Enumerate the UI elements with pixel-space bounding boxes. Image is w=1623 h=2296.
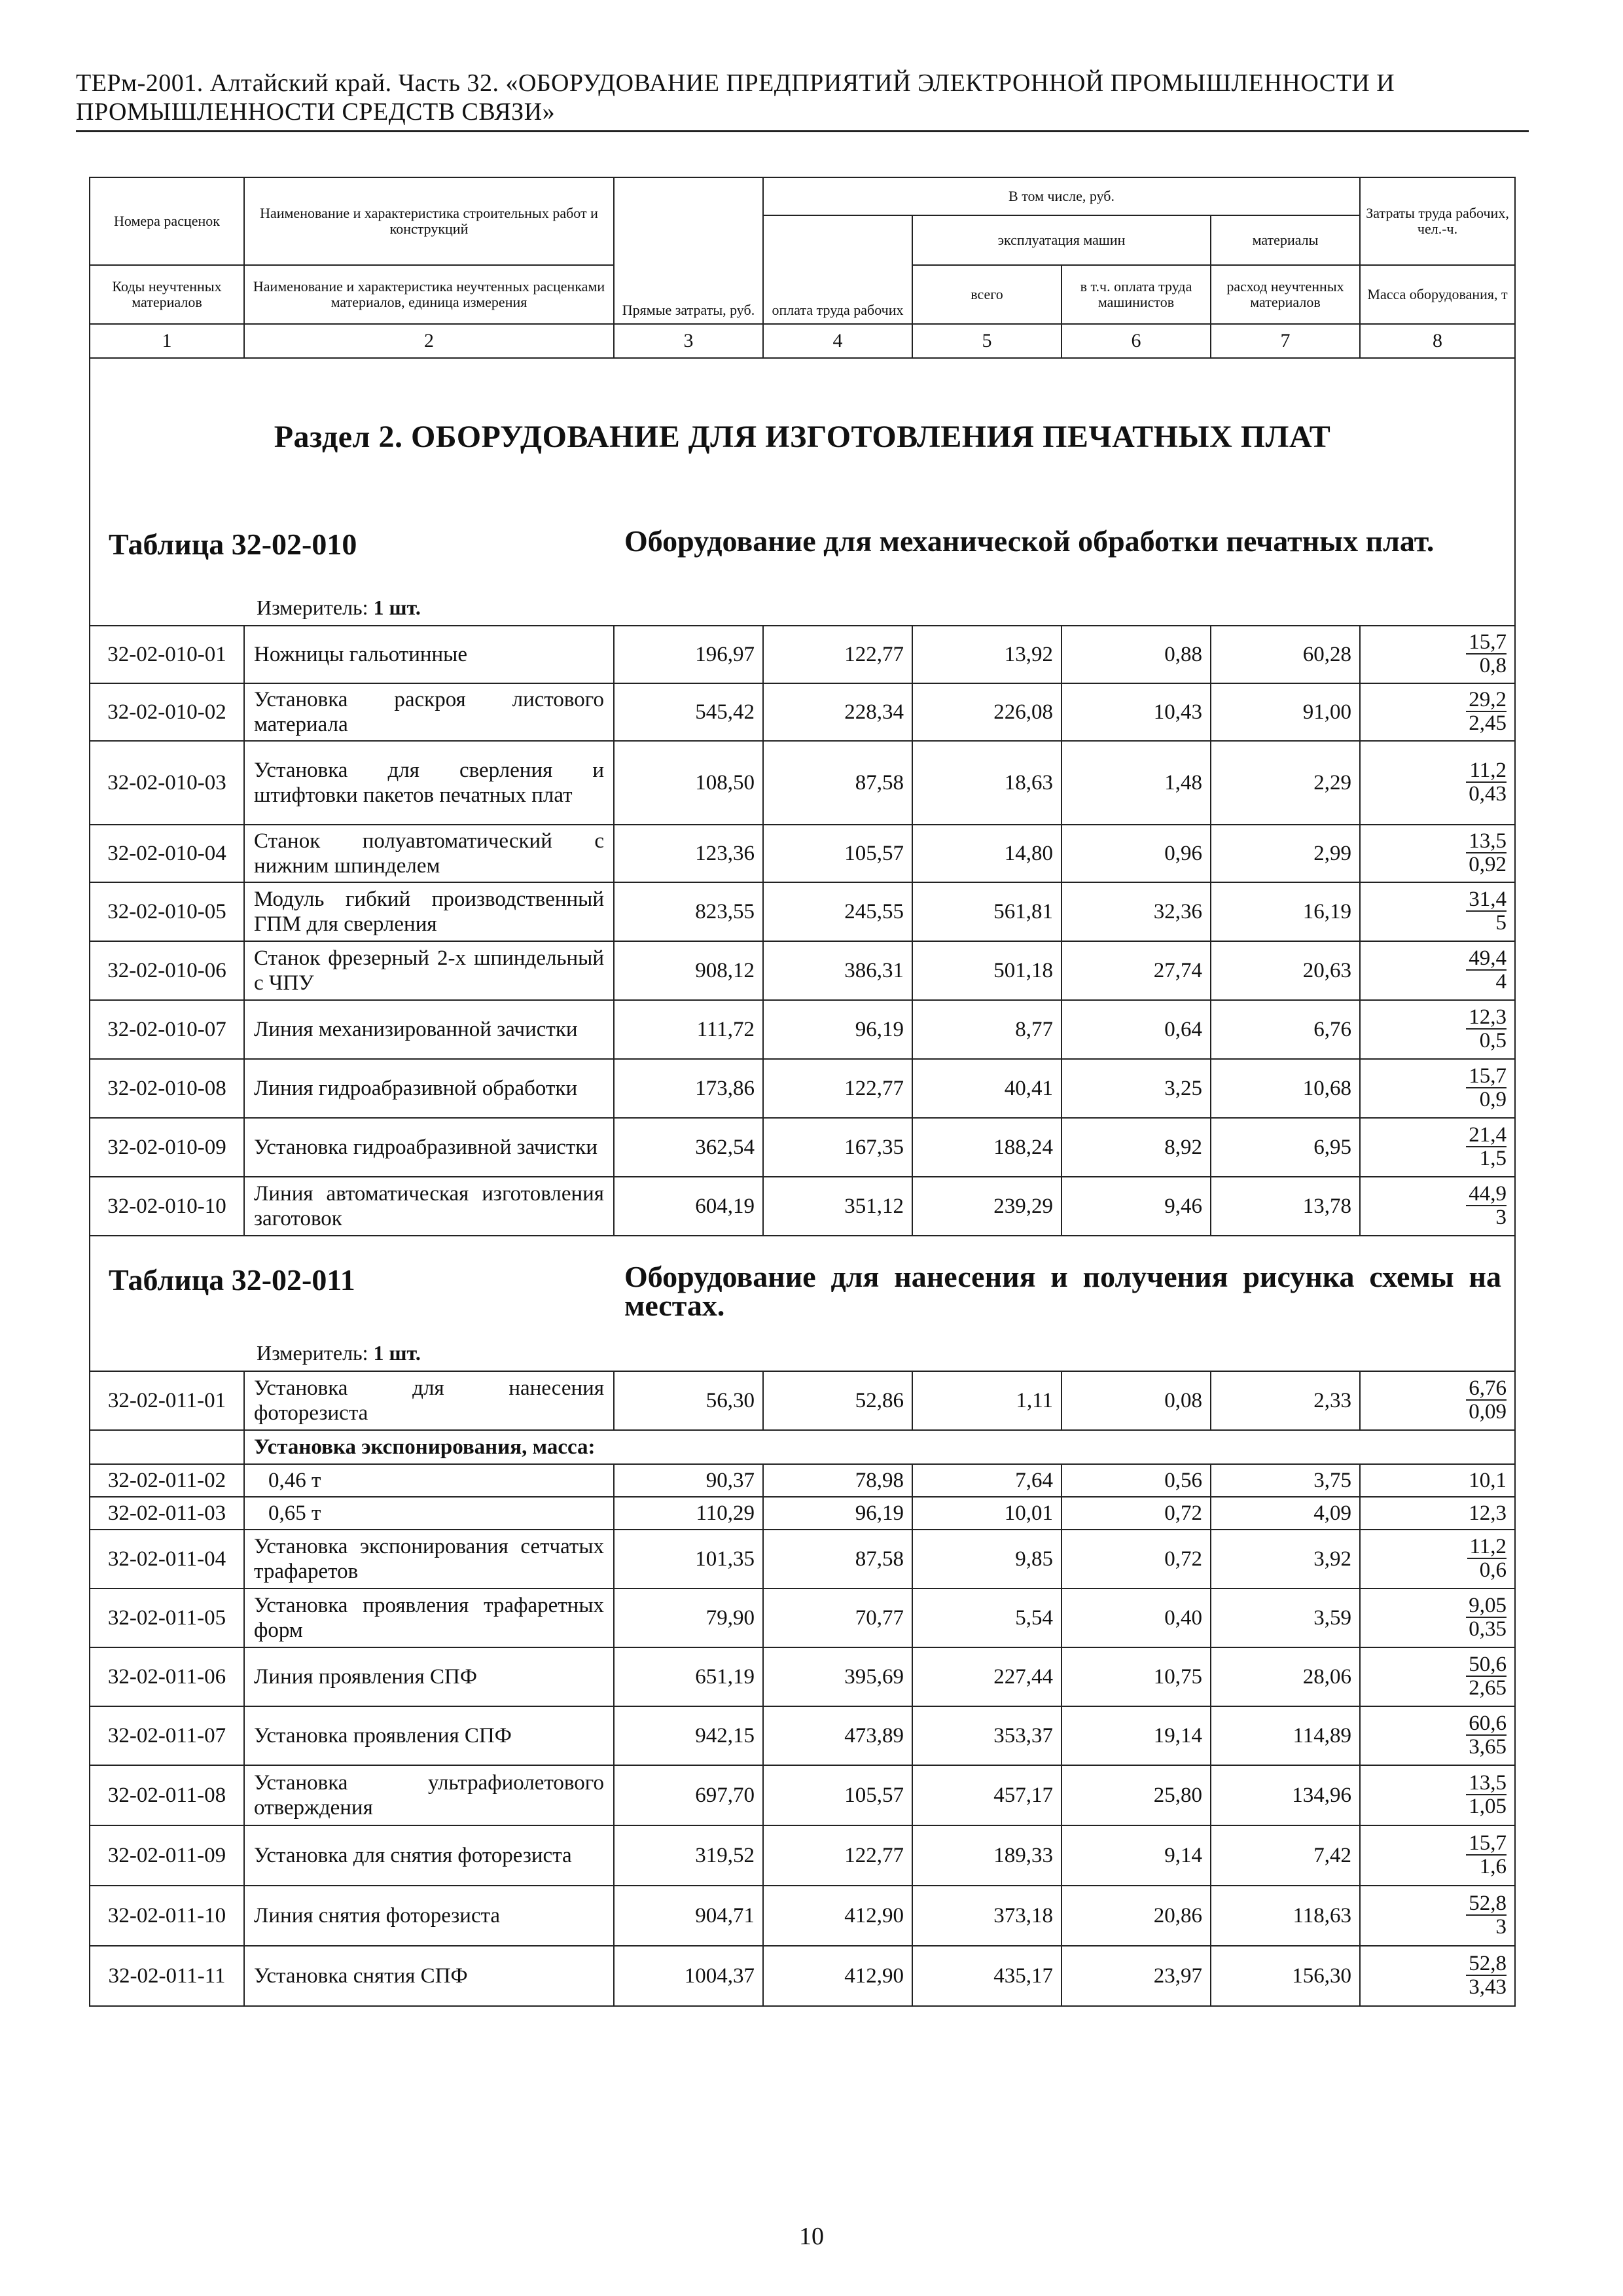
rate-code: 32-02-010-04 <box>90 825 244 882</box>
labor-mass <box>1360 1647 1515 1706</box>
table-row <box>90 1588 1515 1647</box>
machinist-pay: 0,72 <box>1061 1497 1211 1530</box>
machine-operation: 1,11 <box>912 1371 1061 1430</box>
rate-name: Модуль гибкий производственный ГПМ для сверления <box>244 882 614 941</box>
rate-code: 32-02-010-06 <box>90 941 244 1000</box>
materials-cost: 20,63 <box>1211 941 1360 1000</box>
materials-cost: 6,76 <box>1211 1000 1360 1059</box>
column-number: 7 <box>1211 324 1360 358</box>
col-name-materials: Наименование и характеристика неучтенных расценками материалов, единица измерения <box>244 265 614 324</box>
direct-costs: 823,55 <box>614 882 763 941</box>
machinist-pay: 1,48 <box>1061 741 1211 825</box>
mass-value: 0,92 <box>1469 853 1507 876</box>
labor-mass <box>1360 1118 1515 1177</box>
labor-value: 52,8 <box>1466 1892 1507 1916</box>
col-materials: материалы <box>1211 215 1360 265</box>
machinist-pay: 0,64 <box>1061 1000 1211 1059</box>
worker-pay: 167,35 <box>763 1118 912 1177</box>
materials-cost: 2,99 <box>1211 825 1360 882</box>
rate-code: 32-02-010-03 <box>90 741 244 825</box>
direct-costs: 79,90 <box>614 1588 763 1647</box>
rate-code: 32-02-011-11 <box>90 1946 244 2006</box>
labor-mass <box>1360 683 1515 741</box>
machine-operation: 457,17 <box>912 1765 1061 1825</box>
labor-value: 12,3 <box>1466 1006 1507 1030</box>
machinist-pay: 9,14 <box>1061 1825 1211 1886</box>
labor-value: 10,1 <box>1360 1464 1515 1497</box>
labor-value: 50,6 <box>1466 1653 1507 1677</box>
labor-mass <box>1360 1530 1515 1588</box>
rate-code: 32-02-011-01 <box>90 1371 244 1430</box>
table-row <box>90 1059 1515 1118</box>
table-row <box>90 1886 1515 1946</box>
mass-value: 0,6 <box>1479 1558 1507 1582</box>
machinist-pay: 23,97 <box>1061 1946 1211 2006</box>
worker-pay: 245,55 <box>763 882 912 941</box>
worker-pay: 105,57 <box>763 1765 912 1825</box>
worker-pay: 412,90 <box>763 1946 912 2006</box>
rate-code: 32-02-010-09 <box>90 1118 244 1177</box>
labor-mass <box>1360 626 1515 683</box>
direct-costs: 651,19 <box>614 1647 763 1706</box>
labor-value: 29,2 <box>1466 689 1507 712</box>
header-line-1: ТЕРм-2001. Алтайский край. Часть 32. «ОБОРУДОВАНИЕ ПРЕДПРИЯТИЙ ЭЛЕКТРОННОЙ ПРОМЫШЛЕННОСТИ И <box>76 69 1395 97</box>
rate-name: Ножницы гальотинные <box>244 626 614 683</box>
materials-cost: 4,09 <box>1211 1497 1360 1530</box>
direct-costs: 111,72 <box>614 1000 763 1059</box>
col-equipment-mass: Масса оборудования, т <box>1360 265 1515 324</box>
table-row <box>90 1177 1515 1236</box>
direct-costs: 56,30 <box>614 1371 763 1430</box>
table2-number: Таблица 32-02-011 <box>109 1263 355 1297</box>
labor-mass <box>1360 1706 1515 1765</box>
direct-costs: 123,36 <box>614 825 763 882</box>
rate-code: 32-02-010-02 <box>90 683 244 741</box>
col-in-total: В том числе, руб. <box>763 177 1360 215</box>
table1-number: Таблица 32-02-010 <box>109 528 357 561</box>
col-worker-pay: оплата труда рабочих <box>763 215 912 324</box>
machine-operation: 18,63 <box>912 741 1061 825</box>
labor-mass <box>1360 1946 1515 2006</box>
table-row <box>90 1946 1515 2006</box>
rate-code: 32-02-011-02 <box>90 1464 244 1497</box>
materials-cost: 10,68 <box>1211 1059 1360 1118</box>
direct-costs: 942,15 <box>614 1706 763 1765</box>
table-row <box>90 741 1515 825</box>
table1-title: Оборудование для механической обработки печатных плат. <box>624 524 1435 558</box>
direct-costs: 196,97 <box>614 626 763 683</box>
worker-pay: 122,77 <box>763 626 912 683</box>
column-number: 1 <box>90 324 244 358</box>
materials-cost: 3,59 <box>1211 1588 1360 1647</box>
mass-value: 0,35 <box>1469 1617 1507 1641</box>
table1-body <box>90 626 1515 1236</box>
machinist-pay: 0,96 <box>1061 825 1211 882</box>
labor-value: 13,5 <box>1466 830 1507 853</box>
mass-value: 0,5 <box>1479 1029 1507 1052</box>
col-machinist-pay: в т.ч. оплата труда машинистов <box>1061 265 1211 324</box>
machinist-pay: 10,75 <box>1061 1647 1211 1706</box>
rate-name: Линия механизированной зачистки <box>244 1000 614 1059</box>
machinist-pay: 0,72 <box>1061 1530 1211 1588</box>
materials-cost: 3,92 <box>1211 1530 1360 1588</box>
labor-value: 31,4 <box>1466 888 1507 912</box>
worker-pay: 386,31 <box>763 941 912 1000</box>
machine-operation: 188,24 <box>912 1118 1061 1177</box>
labor-value: 6,76 <box>1466 1377 1507 1401</box>
rate-name: Установка раскроя листового материала <box>244 683 614 741</box>
machine-operation: 189,33 <box>912 1825 1061 1886</box>
table-row <box>90 1371 1515 1430</box>
worker-pay: 351,12 <box>763 1177 912 1236</box>
machinist-pay: 19,14 <box>1061 1706 1211 1765</box>
rate-name: Установка снятия СПФ <box>244 1946 614 2006</box>
rate-name: 0,65 т <box>244 1497 614 1530</box>
direct-costs: 90,37 <box>614 1464 763 1497</box>
machinist-pay: 9,46 <box>1061 1177 1211 1236</box>
rate-code: 32-02-010-01 <box>90 626 244 683</box>
rate-code: 32-02-011-09 <box>90 1825 244 1886</box>
labor-value: 12,3 <box>1360 1497 1515 1530</box>
machinist-pay: 8,92 <box>1061 1118 1211 1177</box>
mass-value: 2,45 <box>1469 711 1507 735</box>
col-machine-operation: эксплуатация машин <box>912 215 1211 265</box>
col-materials-use: расход неучтенных материалов <box>1211 265 1360 324</box>
rate-code: 32-02-011-03 <box>90 1497 244 1530</box>
table-row <box>90 1706 1515 1765</box>
direct-costs: 697,70 <box>614 1765 763 1825</box>
mass-value: 4 <box>1495 970 1507 994</box>
machinist-pay: 20,86 <box>1061 1886 1211 1946</box>
labor-mass <box>1360 741 1515 825</box>
machine-operation: 40,41 <box>912 1059 1061 1118</box>
labor-value: 15,7 <box>1466 631 1507 655</box>
materials-cost: 2,33 <box>1211 1371 1360 1430</box>
labor-value: 9,05 <box>1466 1594 1507 1618</box>
labor-mass <box>1360 1765 1515 1825</box>
col-name-work: Наименование и характеристика строительных работ и конструкций <box>244 177 614 265</box>
rate-name: Линия автоматическая изготовления заготовок <box>244 1177 614 1236</box>
machinist-pay: 10,43 <box>1061 683 1211 741</box>
machine-operation: 435,17 <box>912 1946 1061 2006</box>
table-row <box>90 1118 1515 1177</box>
subheader-row <box>90 1430 1515 1464</box>
machinist-pay: 27,74 <box>1061 941 1211 1000</box>
labor-mass <box>1360 1059 1515 1118</box>
table2-header-row <box>90 1236 1515 1371</box>
rate-name: Установка гидроабразивной зачистки <box>244 1118 614 1177</box>
machine-operation: 14,80 <box>912 825 1061 882</box>
col-total: всего <box>912 265 1061 324</box>
section-title: Раздел 2. ОБОРУДОВАНИЕ ДЛЯ ИЗГОТОВЛЕНИЯ ПЕЧАТНЫХ ПЛАТ <box>274 420 1331 454</box>
rate-name: Установка экспонирования сетчатых трафаретов <box>244 1530 614 1588</box>
materials-cost: 91,00 <box>1211 683 1360 741</box>
machine-operation: 13,92 <box>912 626 1061 683</box>
rate-code: 32-02-011-05 <box>90 1588 244 1647</box>
mass-value: 2,65 <box>1469 1676 1507 1700</box>
column-number: 2 <box>244 324 614 358</box>
materials-cost: 6,95 <box>1211 1118 1360 1177</box>
mass-value: 0,9 <box>1479 1088 1507 1111</box>
direct-costs: 101,35 <box>614 1530 763 1588</box>
worker-pay: 105,57 <box>763 825 912 882</box>
direct-costs: 908,12 <box>614 941 763 1000</box>
rate-name: Линия проявления СПФ <box>244 1647 614 1706</box>
table-row <box>90 882 1515 941</box>
col-codes-materials: Коды неучтенных материалов <box>90 265 244 324</box>
worker-pay: 122,77 <box>763 1059 912 1118</box>
labor-value: 13,5 <box>1466 1772 1507 1795</box>
labor-mass <box>1360 1588 1515 1647</box>
labor-value: 15,7 <box>1466 1832 1507 1856</box>
labor-mass <box>1360 1000 1515 1059</box>
table-row <box>90 1497 1515 1530</box>
rate-name: Установка для сверления и штифтовки пакетов печатных плат <box>244 741 614 825</box>
worker-pay: 228,34 <box>763 683 912 741</box>
mass-value: 0,43 <box>1469 782 1507 806</box>
worker-pay: 96,19 <box>763 1497 912 1530</box>
header-line-2: ПРОМЫШЛЕННОСТИ СРЕДСТВ СВЯЗИ» <box>76 98 556 126</box>
mass-value: 3 <box>1495 1206 1507 1229</box>
worker-pay: 395,69 <box>763 1647 912 1706</box>
materials-cost: 13,78 <box>1211 1177 1360 1236</box>
worker-pay: 412,90 <box>763 1886 912 1946</box>
labor-value: 49,4 <box>1466 947 1507 971</box>
worker-pay: 87,58 <box>763 741 912 825</box>
table-row <box>90 1647 1515 1706</box>
worker-pay: 473,89 <box>763 1706 912 1765</box>
rate-code: 32-02-011-06 <box>90 1647 244 1706</box>
materials-cost: 60,28 <box>1211 626 1360 683</box>
column-number: 3 <box>614 324 763 358</box>
table-row <box>90 1530 1515 1588</box>
rate-code: 32-02-010-10 <box>90 1177 244 1236</box>
machine-operation: 226,08 <box>912 683 1061 741</box>
mass-value: 1,6 <box>1479 1855 1507 1878</box>
rates-table <box>89 177 1516 2007</box>
rate-name: Установка проявления СПФ <box>244 1706 614 1765</box>
mass-value: 3 <box>1495 1915 1507 1939</box>
rate-name: Установка для снятия фоторезиста <box>244 1825 614 1886</box>
table2-meter: Измеритель: 1 шт. <box>257 1341 421 1365</box>
rate-name: Линия снятия фоторезиста <box>244 1886 614 1946</box>
rate-code: 32-02-011-07 <box>90 1706 244 1765</box>
column-number: 6 <box>1061 324 1211 358</box>
labor-value: 21,4 <box>1466 1124 1507 1147</box>
column-number-row <box>90 324 1515 358</box>
mass-value: 0,8 <box>1479 654 1507 677</box>
materials-cost: 7,42 <box>1211 1825 1360 1886</box>
table-row <box>90 683 1515 741</box>
mass-value: 1,05 <box>1469 1795 1507 1818</box>
labor-value: 15,7 <box>1466 1065 1507 1088</box>
machine-operation: 7,64 <box>912 1464 1061 1497</box>
machinist-pay: 3,25 <box>1061 1059 1211 1118</box>
machine-operation: 501,18 <box>912 941 1061 1000</box>
direct-costs: 173,86 <box>614 1059 763 1118</box>
rate-name: Установка ультрафиолетового отверждения <box>244 1765 614 1825</box>
materials-cost: 2,29 <box>1211 741 1360 825</box>
col-direct-costs: Прямые затраты, руб. <box>614 177 763 324</box>
column-number: 5 <box>912 324 1061 358</box>
col-labor: Затраты труда рабочих, чел.-ч. <box>1360 177 1515 265</box>
column-number: 8 <box>1360 324 1515 358</box>
table-row <box>90 825 1515 882</box>
table-row <box>90 626 1515 683</box>
machine-operation: 8,77 <box>912 1000 1061 1059</box>
materials-cost: 134,96 <box>1211 1765 1360 1825</box>
direct-costs: 904,71 <box>614 1886 763 1946</box>
direct-costs: 362,54 <box>614 1118 763 1177</box>
labor-mass <box>1360 1825 1515 1886</box>
materials-cost: 114,89 <box>1211 1706 1360 1765</box>
table-row <box>90 1825 1515 1886</box>
direct-costs: 545,42 <box>614 683 763 741</box>
mass-value: 5 <box>1495 911 1507 935</box>
worker-pay: 70,77 <box>763 1588 912 1647</box>
machinist-pay: 32,36 <box>1061 882 1211 941</box>
direct-costs: 110,29 <box>614 1497 763 1530</box>
rate-code: 32-02-011-08 <box>90 1765 244 1825</box>
rate-name: Станок фрезерный 2-х шпиндельный с ЧПУ <box>244 941 614 1000</box>
table2-body <box>90 1530 1515 2006</box>
mass-value: 0,09 <box>1469 1400 1507 1424</box>
labor-value: 11,2 <box>1466 759 1507 783</box>
rate-name: Станок полуавтоматический с нижним шпинделем <box>244 825 614 882</box>
materials-cost: 156,30 <box>1211 1946 1360 2006</box>
materials-cost: 118,63 <box>1211 1886 1360 1946</box>
machinist-pay: 0,88 <box>1061 626 1211 683</box>
worker-pay: 87,58 <box>763 1530 912 1588</box>
rate-code: 32-02-010-05 <box>90 882 244 941</box>
table1-meter: Измеритель: 1 шт. <box>257 596 421 619</box>
column-number: 4 <box>763 324 912 358</box>
table-row <box>90 1464 1515 1497</box>
labor-value: 44,9 <box>1466 1183 1507 1206</box>
rate-name: Линия гидроабразивной обработки <box>244 1059 614 1118</box>
table2-title: Оборудование для нанесения и получения рисунка схемы на местах. <box>624 1260 1501 1322</box>
direct-costs: 319,52 <box>614 1825 763 1886</box>
labor-mass <box>1360 941 1515 1000</box>
labor-mass <box>1360 1371 1515 1430</box>
section-row <box>90 358 1515 626</box>
worker-pay: 52,86 <box>763 1371 912 1430</box>
worker-pay: 96,19 <box>763 1000 912 1059</box>
labor-mass <box>1360 1886 1515 1946</box>
machine-operation: 5,54 <box>912 1588 1061 1647</box>
page-number: 10 <box>799 2223 824 2250</box>
machine-operation: 9,85 <box>912 1530 1061 1588</box>
rate-name: 0,46 т <box>244 1464 614 1497</box>
document-header <box>76 69 1529 132</box>
direct-costs: 1004,37 <box>614 1946 763 2006</box>
machinist-pay: 0,56 <box>1061 1464 1211 1497</box>
machinist-pay: 0,08 <box>1061 1371 1211 1430</box>
rate-code: 32-02-010-07 <box>90 1000 244 1059</box>
subheader-label: Установка экспонирования, масса: <box>244 1430 1515 1464</box>
machinist-pay: 0,40 <box>1061 1588 1211 1647</box>
mass-value: 1,5 <box>1479 1147 1507 1170</box>
rate-code: 32-02-011-10 <box>90 1886 244 1946</box>
labor-mass <box>1360 825 1515 882</box>
machinist-pay: 25,80 <box>1061 1765 1211 1825</box>
labor-value: 11,2 <box>1467 1535 1507 1559</box>
table-row <box>90 1000 1515 1059</box>
worker-pay: 78,98 <box>763 1464 912 1497</box>
direct-costs: 604,19 <box>614 1177 763 1236</box>
rate-code: 32-02-011-04 <box>90 1530 244 1588</box>
labor-value: 60,6 <box>1466 1712 1507 1736</box>
machine-operation: 373,18 <box>912 1886 1061 1946</box>
machine-operation: 239,29 <box>912 1177 1061 1236</box>
machine-operation: 10,01 <box>912 1497 1061 1530</box>
materials-cost: 28,06 <box>1211 1647 1360 1706</box>
materials-cost: 3,75 <box>1211 1464 1360 1497</box>
labor-mass <box>1360 882 1515 941</box>
worker-pay: 122,77 <box>763 1825 912 1886</box>
rate-name: Установка для нанесения фоторезиста <box>244 1371 614 1430</box>
rate-name: Установка проявления трафаретных форм <box>244 1588 614 1647</box>
labor-mass <box>1360 1177 1515 1236</box>
labor-value: 52,8 <box>1466 1952 1507 1976</box>
rate-code: 32-02-010-08 <box>90 1059 244 1118</box>
col-rate-numbers: Номера расценок <box>90 177 244 265</box>
materials-cost: 16,19 <box>1211 882 1360 941</box>
table-row <box>90 1765 1515 1825</box>
machine-operation: 353,37 <box>912 1706 1061 1765</box>
table-row <box>90 941 1515 1000</box>
mass-value: 3,65 <box>1469 1735 1507 1759</box>
mass-value: 3,43 <box>1469 1975 1507 1999</box>
machine-operation: 227,44 <box>912 1647 1061 1706</box>
direct-costs: 108,50 <box>614 741 763 825</box>
machine-operation: 561,81 <box>912 882 1061 941</box>
